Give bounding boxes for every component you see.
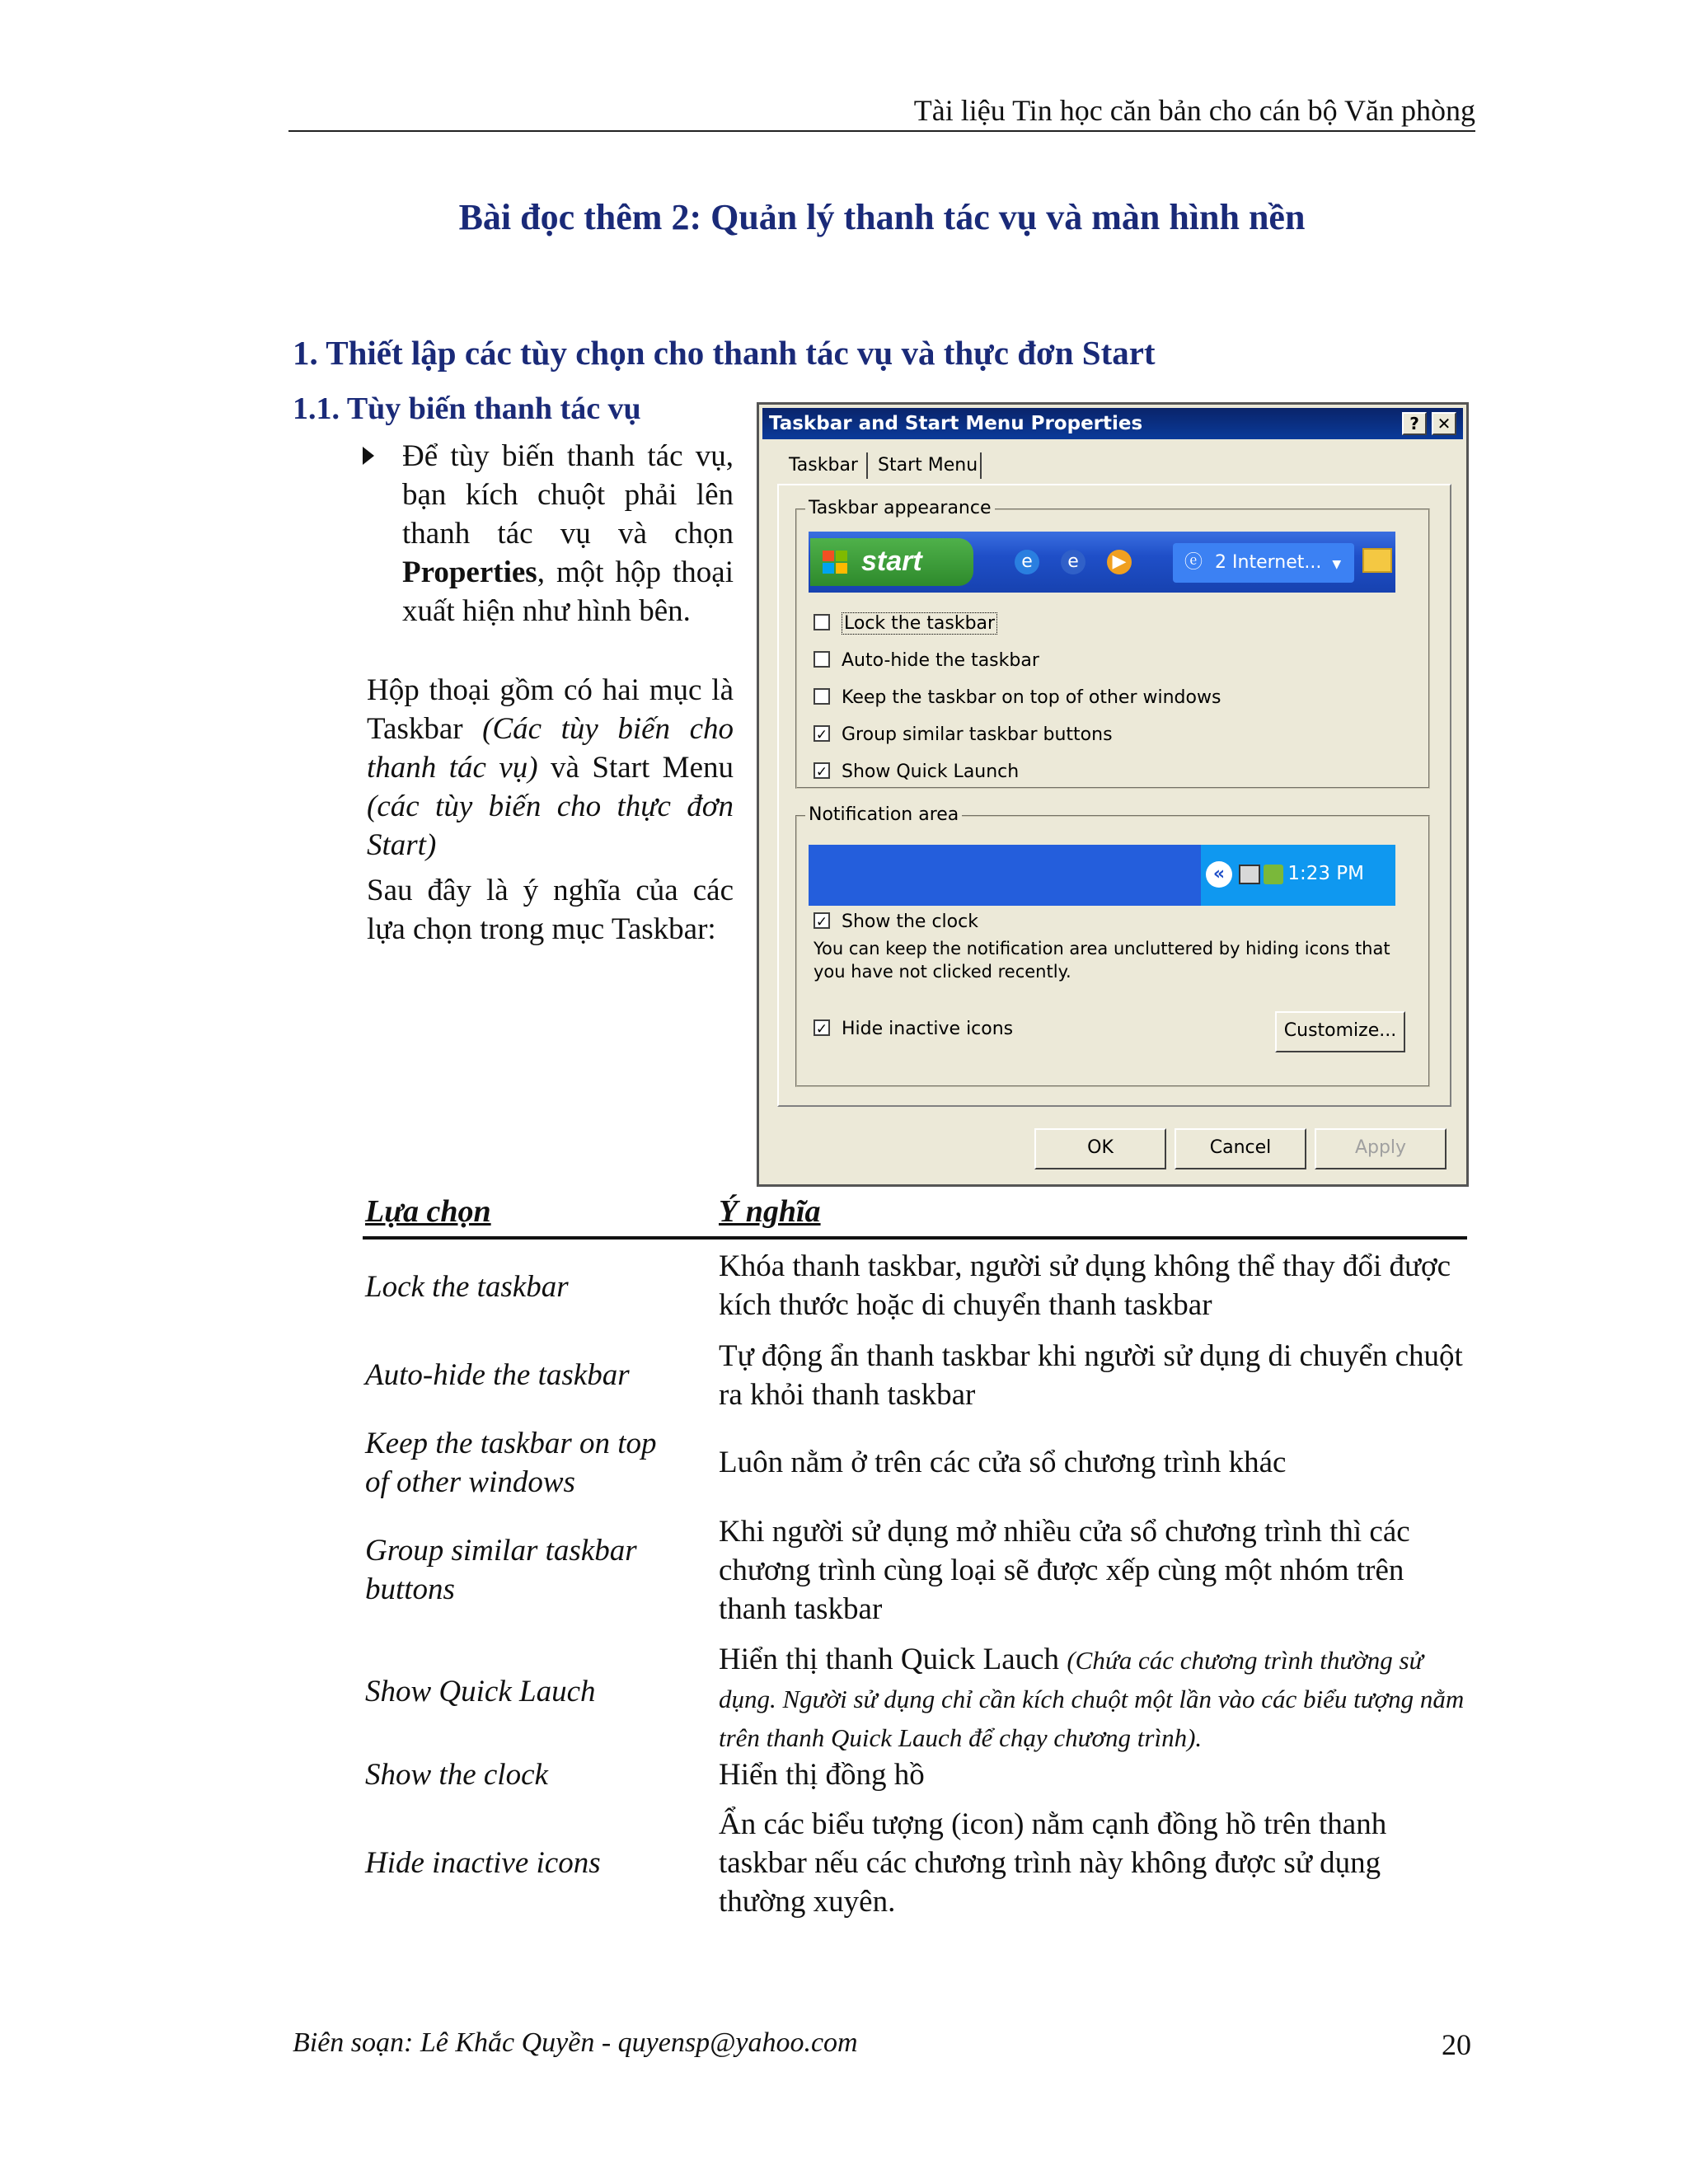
checkbox[interactable] <box>814 651 830 668</box>
taskbar-appearance-group <box>795 498 1430 789</box>
checkbox-label: Hide inactive icons <box>842 1019 1014 1039</box>
checkbox-label: Group similar taskbar buttons <box>842 724 1113 745</box>
table-option: Keep the taskbar on top of other windows <box>365 1427 657 1499</box>
notification-hint: You can keep the notification area uncluttered by hiding icons that you have not clicked recently. <box>814 939 1390 982</box>
dialog-description-paragraph: Hộp thoại gồm có hai mục là Taskbar (Các tùy biến cho thanh tác vụ) và Start Menu (các tùy biến cho thực đơn Start) <box>367 673 734 862</box>
group-label: Notification area <box>805 804 962 827</box>
table-option: Show Quick Lauch <box>365 1675 596 1708</box>
notification-area-group <box>795 804 1430 1087</box>
option-lock-taskbar[interactable] <box>814 612 997 635</box>
checkbox[interactable] <box>814 614 830 630</box>
checkbox-label: Keep the taskbar on top of other windows <box>842 687 1221 708</box>
table-option: Lock the taskbar <box>365 1270 569 1304</box>
checkbox-checked[interactable]: ✓ <box>814 725 830 742</box>
intro-paragraph: Sau đây là ý nghĩa của các lựa chọn trong mục Taskbar: <box>367 874 734 946</box>
page-title: Bài đọc thêm 2: Quản lý thanh tác vụ và màn hình nền <box>458 197 1306 237</box>
checkbox-checked[interactable]: ✓ <box>814 912 830 929</box>
checkbox-label: Lock the taskbar <box>842 612 997 635</box>
subsection-heading: 1.1. Tùy biến thanh tác vụ <box>293 391 641 426</box>
notification-preview <box>809 845 1395 906</box>
table-header-rule <box>363 1236 1467 1240</box>
group-label: Taskbar appearance <box>805 497 995 520</box>
bullet-arrow-icon <box>363 447 374 465</box>
tray-app-icon <box>1264 865 1283 884</box>
apply-button[interactable]: Apply <box>1315 1128 1447 1169</box>
taskbar-tab-panel <box>777 484 1451 1107</box>
option-show-quick-launch[interactable] <box>814 761 1019 784</box>
table-header-option: Lựa chọn <box>365 1194 491 1229</box>
media-player-icon: ▶ <box>1107 550 1132 574</box>
table-option: Hide inactive icons <box>365 1846 601 1880</box>
table-meaning: Tự động ẩn thanh taskbar khi người sử dụng di chuyển chuột ra khỏi thanh taskbar <box>719 1339 1463 1412</box>
checkbox-label: Show Quick Launch <box>842 762 1020 782</box>
customize-button[interactable]: Customize... <box>1275 1011 1405 1052</box>
dialog-titlebar <box>762 408 1463 439</box>
start-button-preview <box>810 538 973 586</box>
tab-divider <box>980 452 982 479</box>
table-meaning: Hiển thị thanh Quick Lauch (Chứa các chương trình thường sử dụng. Người sử dụng chỉ cần kích chuột một lần vào các biểu tượng nằm trên thanh Quick Lauch để chạy chương trình). <box>719 1643 1465 1752</box>
close-button[interactable]: ✕ <box>1432 412 1456 435</box>
option-auto-hide[interactable] <box>814 649 1039 673</box>
table-header-meaning: Ý nghĩa <box>719 1194 821 1229</box>
taskbar-properties-dialog <box>757 402 1469 1187</box>
option-hide-inactive[interactable] <box>814 1018 1013 1041</box>
option-show-clock[interactable] <box>814 911 978 934</box>
bullet-paragraph: Để tùy biến thanh tác vụ, bạn kích chuột phải lên thanh tác vụ và chọn Properties, một hộp thoại xuất hiện như hình bên. <box>402 439 734 628</box>
running-header: Tài liệu Tin học căn bản cho cán bộ Văn phòng <box>913 94 1475 127</box>
chevron-down-icon: ▼ <box>1332 558 1342 571</box>
cancel-button[interactable]: Cancel <box>1175 1128 1306 1169</box>
section-heading: 1. Thiết lập các tùy chọn cho thanh tác vụ và thực đơn Start <box>293 334 1156 372</box>
checkbox-checked[interactable]: ✓ <box>814 1019 830 1036</box>
clock: 1:23 PM <box>1287 863 1364 884</box>
tab-divider <box>866 452 868 479</box>
outlook-express-icon: e <box>1061 550 1085 574</box>
internet-explorer-icon: e <box>1015 550 1039 574</box>
option-keep-on-top[interactable] <box>814 687 1221 710</box>
checkbox-checked[interactable]: ✓ <box>814 762 830 779</box>
table-option: Auto-hide the taskbar <box>365 1358 630 1392</box>
folder-icon <box>1362 548 1392 573</box>
table-meaning: Khi người sử dụng mở nhiều cửa sổ chương trình thì các chương trình cùng loại sẽ được xếp cùng một nhóm trên thanh taskbar <box>719 1515 1410 1626</box>
help-button[interactable]: ? <box>1402 412 1427 435</box>
start-label: start <box>861 546 922 577</box>
network-icon <box>1239 865 1260 884</box>
table-option: Group similar taskbar buttons <box>365 1534 637 1606</box>
table-meaning: Ẩn các biểu tượng (icon) nằm cạnh đồng hồ trên thanh taskbar nếu các chương trình này không được sử dụng thường xuyên. <box>719 1807 1387 1919</box>
internet-explorer-icon: ⓔ <box>1184 552 1203 573</box>
table-meaning: Khóa thanh taskbar, người sử dụng không thể thay đổi được kích thước hoặc di chuyển thanh taskbar <box>719 1249 1451 1322</box>
task-button-label: 2 Internet... <box>1215 552 1322 573</box>
tab-taskbar[interactable]: Taskbar <box>789 455 858 476</box>
table-option: Show the clock <box>365 1758 548 1792</box>
checkbox[interactable] <box>814 688 830 705</box>
windows-logo-icon <box>822 550 848 574</box>
page-number: 20 <box>1442 2028 1471 2061</box>
dialog-title: Taskbar and Start Menu Properties <box>769 413 1143 434</box>
option-group-buttons[interactable] <box>814 724 1113 747</box>
taskbar-task-button <box>1173 543 1354 583</box>
ok-button[interactable]: OK <box>1034 1128 1166 1169</box>
expand-tray-icon: « <box>1206 861 1232 888</box>
system-tray <box>1201 845 1395 906</box>
taskbar-preview <box>809 532 1395 593</box>
header-rule <box>288 130 1475 132</box>
table-meaning: Luôn nằm ở trên các cửa sổ chương trình khác <box>719 1446 1287 1479</box>
checkbox-label: Auto-hide the taskbar <box>842 650 1039 671</box>
tab-start-menu[interactable]: Start Menu <box>878 455 978 476</box>
footer-author: Biên soạn: Lê Khắc Quyền - quyensp@yahoo.com <box>293 2027 858 2058</box>
table-meaning: Hiển thị đồng hồ <box>719 1758 925 1792</box>
checkbox-label: Show the clock <box>842 912 978 932</box>
